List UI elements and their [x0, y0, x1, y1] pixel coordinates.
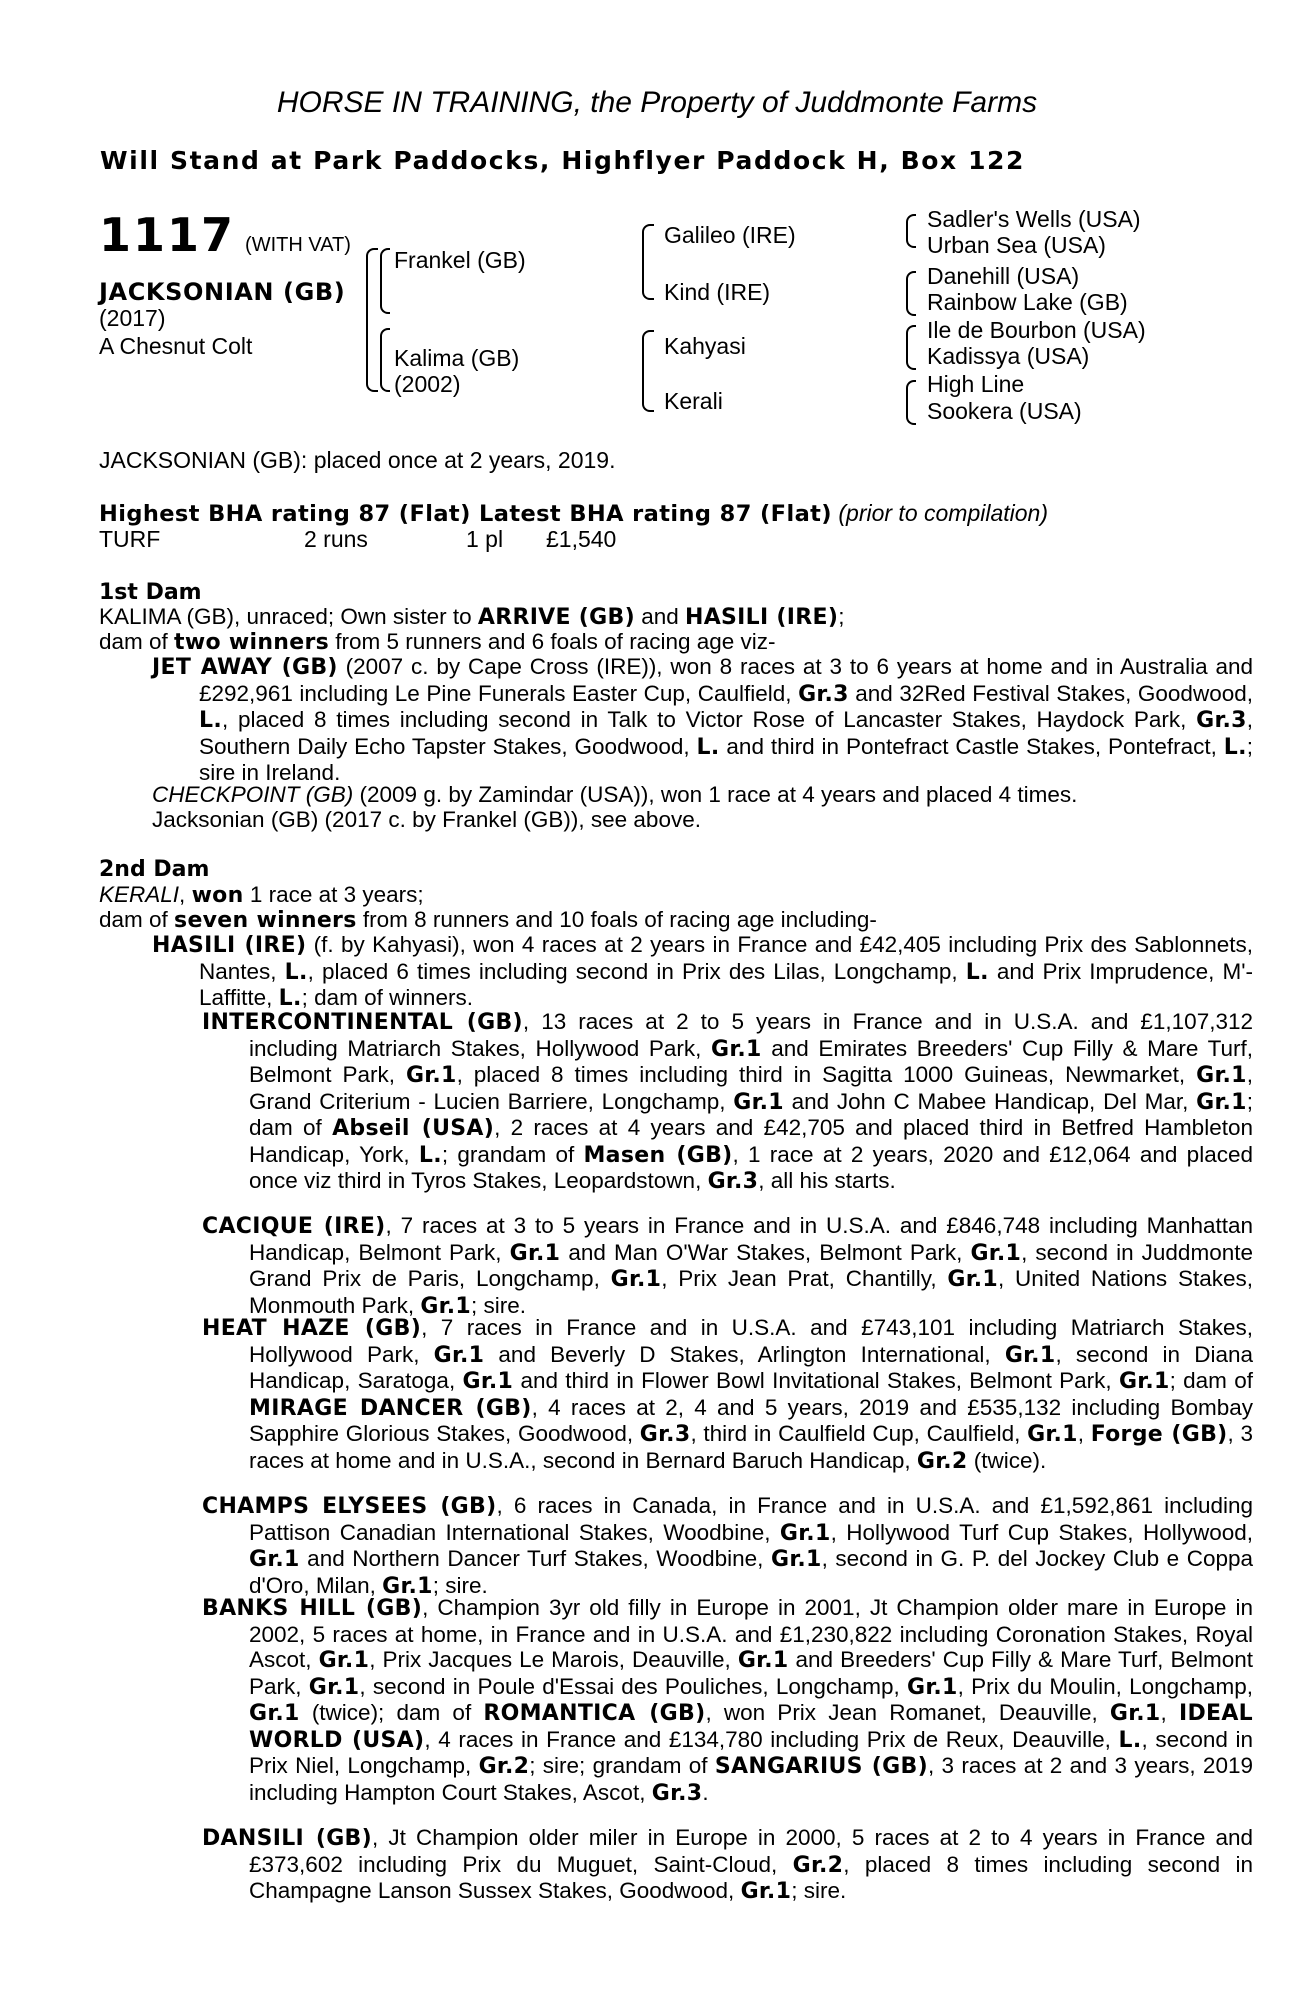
pedigree-g3: Rainbow Lake (GB) — [927, 289, 1128, 315]
produce-entry: Jacksonian (GB) (2017 c. by Frankel (GB)), see above. — [152, 807, 701, 832]
produce-entry: INTERCONTINENTAL (GB), 13 races at 2 to 5 years in France and in U.S.A. and £1,107,312 including Matriarch Stakes, Hollywood Park, Gr.1 and Emirates Breeders' Cup Filly & Mare Turf, Belmont Park, Gr.1, placed 8 times including third in Sagitta 1000 Guineas, Newmarket, Gr.1, Grand Criterium - Lucien Barriere, Longchamp, Gr.1 and John C Mabee Handicap, Del Mar, Gr.1; dam of Abseil (USA), 2 races at 4 years and £42,705 and placed third in Betfred Hambleton Handicap, York, L.; grandam of Masen (GB), 1 race at 2 years, 2020 and £12,064 and placed once viz third in Tyros Stakes, Leopardstown, Gr.3, all his starts. — [202, 1009, 1253, 1194]
page-title: HORSE IN TRAINING, the Property of Juddmonte Farms — [276, 86, 1038, 119]
produce-entry: HEAT HAZE (GB), 7 races in France and in U.S.A. and £743,101 including Matriarch Stakes, Hollywood Park, Gr.1 and Beverly D Stakes, Arlington International, Gr.1, second in Diana Handicap, Saratoga, Gr.1 and third in Flower Bowl Invitational Stakes, Belmont Park, Gr.1; dam of MIRAGE DANCER (GB), 4 races at 2, 4 and 5 years, 2019 and £535,132 including Bombay Sapphire Glorious Stakes, Goodwood, Gr.3, third in Caulfield Cup, Caulfield, Gr.1, Forge (GB), 3 races at home and in U.S.A., second in Bernard Baruch Handicap, Gr.2 (twice). — [202, 1315, 1254, 1474]
pedigree-dam-sire: Kahyasi — [664, 333, 746, 359]
pedigree-g3: Danehill (USA) — [927, 263, 1080, 289]
pedigree-dam-dam: Kerali — [664, 388, 723, 414]
pedigree-brace-frankel — [642, 224, 654, 300]
rating-text: Highest BHA rating 87 (Flat) Latest BHA rating 87 (Flat) — [99, 501, 832, 527]
rating-note: (prior to compilation) — [838, 500, 1049, 526]
pedigree-dam: Kalima (GB) — [394, 345, 520, 371]
produce-entry: CACIQUE (IRE), 7 races at 3 to 5 years in France and in U.S.A. and £846,748 including Manhattan Handicap, Belmont Park, Gr.1 and Man O'War Stakes, Belmont Park, Gr.1, second in Juddmonte Grand Prix de Paris, Longchamp, Gr.1, Prix Jean Prat, Chantilly, Gr.1, United Nations Stakes, Monmouth Park, Gr.1; sire. — [202, 1213, 1254, 1319]
horse-year: (2017) — [99, 305, 166, 331]
pedigree-g3: Kadissya (USA) — [927, 343, 1090, 369]
pedigree-brace-horse — [366, 248, 378, 392]
second-dam-heading: 2nd Dam — [99, 857, 210, 882]
produce-entry: BANKS HILL (GB), Champion 3yr old filly in Europe in 2001, Jt Champion older mare in Europe in 2002, 5 races at home, in France and in U.S.A. and £1,230,822 including Coronation Stakes, Royal Ascot, Gr.1, Prix Jacques Le Marois, Deauville, Gr.1 and Breeders' Cup Filly & Mare Turf, Belmont Park, Gr.1, second in Poule d'Essai des Pouliches, Longchamp, Gr.1, Prix du Moulin, Longchamp, Gr.1 (twice); dam of ROMANTICA (GB), won Prix Jean Romanet, Deauville, Gr.1, IDEAL WORLD (USA), 4 races in France and £134,780 including Prix de Reux, Deauville, L., second in Prix Niel, Longchamp, Gr.2; sire; grandam of SANGARIUS (GB), 3 races at 2 and 3 years, 2019 including Hampton Court Stakes, Ascot, Gr.3. — [202, 1595, 1254, 1806]
second-dam-line: KERALI, won 1 race at 3 years; — [99, 882, 424, 908]
pedigree-g3: Sookera (USA) — [927, 398, 1082, 424]
turf-runs: 2 runs — [304, 526, 368, 552]
pedigree-brace-dam — [380, 328, 390, 392]
pedigree-g3: High Line — [927, 371, 1025, 397]
second-dam-line: dam of seven winners from 8 runners and 10 foals of racing age including- — [99, 907, 877, 933]
pedigree-sire-dam: Kind (IRE) — [664, 279, 771, 305]
first-dam-line: KALIMA (GB), unraced; Own sister to ARRIVE (GB) and HASILI (IRE); — [99, 604, 845, 630]
pedigree-brace-sire — [380, 248, 390, 314]
bha-rating — [99, 500, 1048, 527]
horse-name: JACKSONIAN (GB) — [99, 278, 346, 306]
horse-description: A Chesnut Colt — [99, 333, 253, 359]
pedigree-g3: Ile de Bourbon (USA) — [927, 317, 1146, 343]
pedigree-brace-kind — [906, 271, 916, 316]
pedigree-sire-sire: Galileo (IRE) — [664, 222, 796, 248]
pedigree-sire: Frankel (GB) — [394, 247, 526, 273]
vat-note: (WITH VAT) — [245, 234, 351, 256]
lot-number: 1117 — [99, 208, 236, 262]
first-dam-heading: 1st Dam — [99, 580, 202, 605]
pedigree-dam-year: (2002) — [394, 371, 461, 397]
produce-entry: DANSILI (GB), Jt Champion older miler in Europe in 2000, 5 races at 2 to 4 years in France and £373,602 including Prix du Muguet, Saint-Cloud, Gr.2, placed 8 times including second in Champagne Lanson Sussex Stakes, Goodwood, Gr.1; sire. — [202, 1825, 1253, 1904]
stand-location: Will Stand at Park Paddocks, Highflyer Paddock H, Box 122 — [100, 146, 1026, 175]
pedigree-brace-kahyasi — [906, 325, 916, 370]
turf-record — [99, 526, 799, 554]
pedigree-g3: Urban Sea (USA) — [927, 232, 1106, 258]
pedigree-brace-kalima — [642, 330, 654, 412]
turf-earnings: £1,540 — [546, 526, 617, 552]
first-dam-line: dam of two winners from 5 runners and 6 foals of racing age viz- — [99, 629, 776, 655]
produce-entry: CHECKPOINT (GB) (2009 g. by Zamindar (USA)), won 1 race at 4 years and placed 4 times. — [152, 782, 1078, 807]
pedigree-brace-galileo — [906, 214, 916, 248]
turf-label: TURF — [99, 526, 161, 552]
produce-entry: CHAMPS ELYSEES (GB), 6 races in Canada, in France and in U.S.A. and £1,592,861 including Pattison Canadian International Stakes, Woodbine, Gr.1, Hollywood Turf Cup Stakes, Hollywood, Gr.1 and Northern Dancer Turf Stakes, Woodbine, Gr.1, second in G. P. del Jockey Club e Coppa d'Oro, Milan, Gr.1; sire. — [202, 1493, 1253, 1599]
produce-entry: JET AWAY (GB) (2007 c. by Cape Cross (IRE)), won 8 races at 3 to 6 years at home and in Australia and £292,961 including Le Pine Funerals Easter Cup, Caulfield, Gr.3 and 32Red Festival Stakes, Goodwood, L., placed 8 times including second in Talk to Victor Rose of Lancaster Stakes, Haydock Park, Gr.3, Southern Daily Echo Tapster Stakes, Goodwood, L. and third in Pontefract Castle Stakes, Pontefract, L.; sire in Ireland. — [152, 654, 1253, 785]
lot-heading — [99, 208, 351, 262]
pedigree-brace-kerali — [906, 380, 916, 425]
race-summary: JACKSONIAN (GB): placed once at 2 years, 2019. — [99, 447, 616, 473]
pedigree-g3: Sadler's Wells (USA) — [927, 206, 1141, 232]
turf-placings: 1 pl — [466, 526, 504, 552]
produce-entry: HASILI (IRE) (f. by Kahyasi), won 4 races at 2 years in France and £42,405 including Prix des Sablonnets, Nantes, L., placed 6 times including second in Prix des Lilas, Longchamp, L. and Prix Imprudence, M'-Laffitte, L.; dam of winners. — [152, 932, 1253, 1011]
